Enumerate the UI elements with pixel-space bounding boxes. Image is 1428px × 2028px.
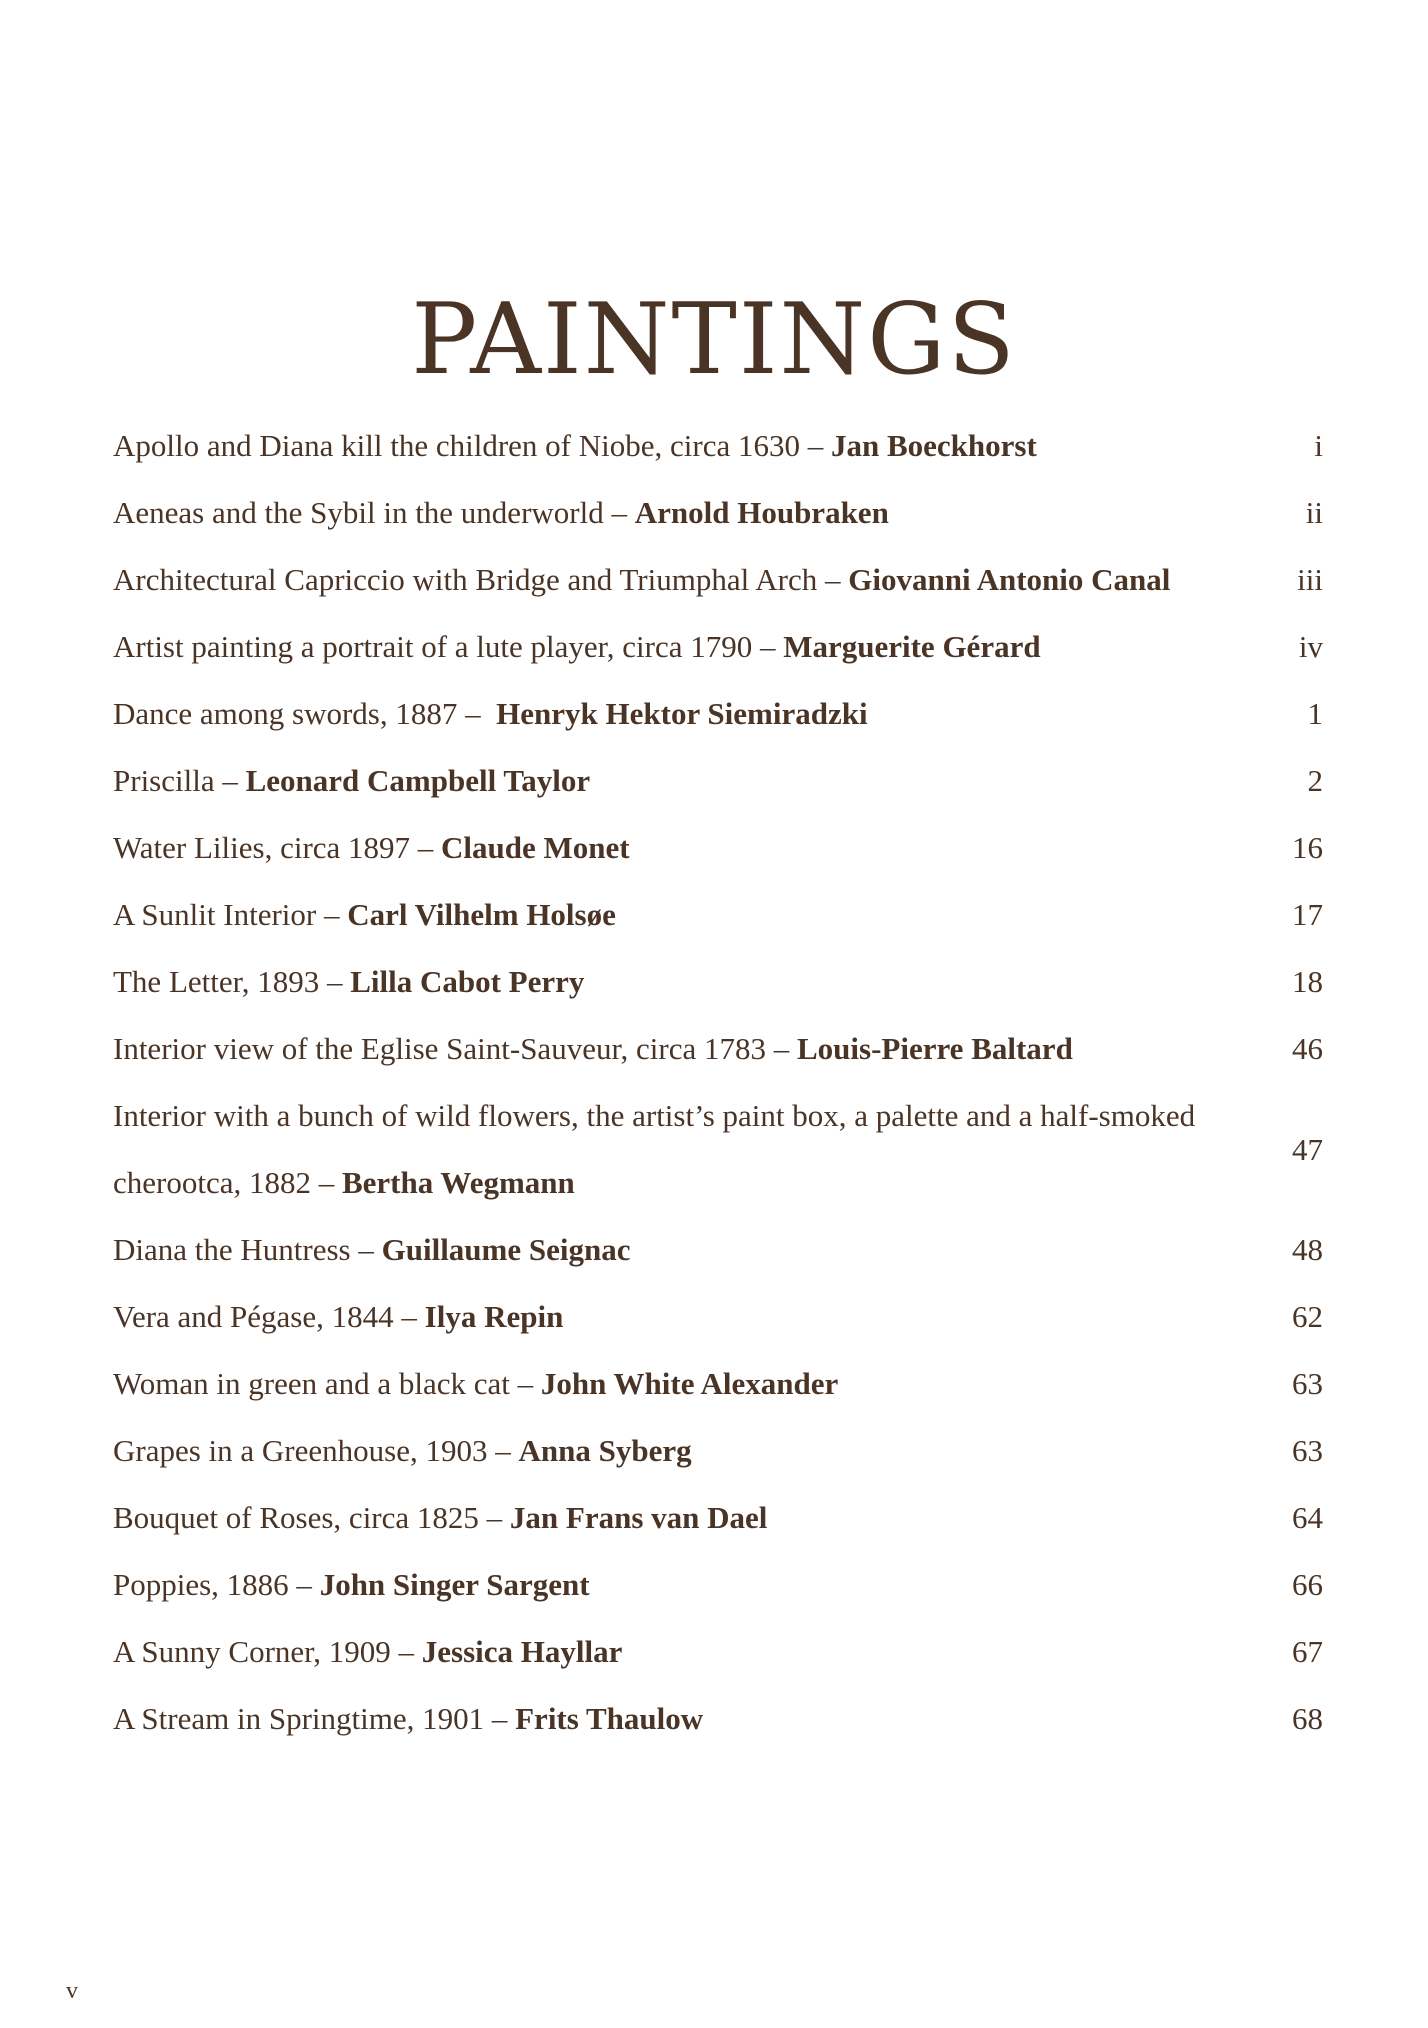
toc-entry[interactable] (113, 412, 1323, 479)
toc-entry-text (113, 948, 1253, 1015)
toc-entry-text (113, 1283, 1253, 1350)
page-number: i (1314, 428, 1323, 463)
artist-name: Lilla Cabot Perry (350, 964, 585, 999)
toc-entry-text (113, 1551, 1253, 1618)
toc-entry-text (113, 680, 1253, 747)
page-number: 63 (1292, 1366, 1323, 1401)
page-number: 67 (1292, 1634, 1323, 1669)
toc-entry[interactable] (113, 1685, 1323, 1752)
toc-entry-text (113, 1484, 1253, 1551)
page-number: 17 (1292, 897, 1323, 932)
painting-title: Vera and Pégase, 1844 – (113, 1299, 425, 1334)
artist-name: Arnold Houbraken (634, 495, 889, 530)
painting-title: Water Lilies, circa 1897 – (113, 830, 442, 865)
painting-title: Aeneas and the Sybil in the underworld – (113, 495, 635, 530)
toc-entry-text (113, 1350, 1253, 1417)
artist-name: Henryk Hektor Siemiradzki (496, 696, 868, 731)
toc-entry-text (113, 546, 1253, 613)
page-number: 63 (1292, 1433, 1323, 1468)
toc-entry[interactable] (113, 1283, 1323, 1350)
painting-title: Architectural Capriccio with Bridge and Triumphal Arch – (113, 562, 849, 597)
artist-name: Claude Monet (441, 830, 630, 865)
painting-title: Dance among swords, 1887 – (113, 696, 497, 731)
toc-entry[interactable] (113, 1350, 1323, 1417)
artist-name: Leonard Campbell Taylor (245, 763, 591, 798)
page-number: ii (1305, 495, 1323, 530)
artist-name: Guillaume Seignac (381, 1232, 631, 1267)
toc-entry-text (113, 1417, 1253, 1484)
page-number: 62 (1292, 1299, 1323, 1334)
page-title: PAINTINGS (411, 282, 1017, 397)
page-number: iii (1297, 562, 1323, 597)
page-number: 2 (1307, 763, 1323, 798)
painting-title: The Letter, 1893 – (113, 964, 351, 999)
artist-name: Frits Thaulow (515, 1701, 704, 1736)
painting-title: Grapes in a Greenhouse, 1903 – (113, 1433, 519, 1468)
artist-name: Jessica Hayllar (421, 1634, 623, 1669)
toc-entry-text (113, 412, 1253, 479)
page-number: 48 (1292, 1232, 1323, 1267)
toc-entry-text (113, 1685, 1253, 1752)
toc-entry-text (113, 814, 1253, 881)
artist-name: Jan Frans van Dael (509, 1500, 768, 1535)
toc-entry[interactable] (113, 881, 1323, 948)
toc-entry-text (113, 1216, 1253, 1283)
artist-name: Anna Syberg (518, 1433, 692, 1468)
page-number: 1 (1307, 696, 1323, 731)
toc-entry[interactable] (113, 1618, 1323, 1685)
toc-entry[interactable] (113, 814, 1323, 881)
toc-entry[interactable] (113, 1417, 1323, 1484)
painting-title: Interior with a bunch of wild flowers, the artist’s paint box, a palette and a half-smoked cherootca, 1882 – (113, 1098, 1196, 1200)
table-of-contents (113, 412, 1323, 1752)
toc-entry[interactable] (113, 680, 1323, 747)
page-number: 47 (1292, 1131, 1323, 1167)
toc-entry[interactable] (113, 948, 1323, 1015)
painting-title: Interior view of the Eglise Saint-Sauveur, circa 1783 – (113, 1031, 797, 1066)
toc-entry[interactable] (113, 613, 1323, 680)
toc-entry-text (113, 479, 1253, 546)
toc-entry-text (113, 1015, 1253, 1082)
page-number: 18 (1292, 964, 1323, 999)
toc-entry[interactable] (113, 479, 1323, 546)
artist-name: John White Alexander (540, 1366, 839, 1401)
toc-entry[interactable] (113, 546, 1323, 613)
toc-entry[interactable] (113, 747, 1323, 814)
page-number: iv (1298, 629, 1323, 664)
toc-entry[interactable] (113, 1216, 1323, 1283)
toc-entry[interactable] (113, 1015, 1323, 1082)
page-folio: v (66, 1978, 78, 2004)
page-number: 46 (1292, 1031, 1323, 1066)
artist-name: Ilya Repin (424, 1299, 564, 1334)
toc-entry-text (113, 1618, 1253, 1685)
painting-title: Artist painting a portrait of a lute player, circa 1790 – (113, 629, 784, 664)
artist-name: Jan Boeckhorst (830, 428, 1037, 463)
artist-name: Marguerite Gérard (783, 629, 1041, 664)
painting-title: Apollo and Diana kill the children of Niobe, circa 1630 – (113, 428, 831, 463)
page-number: 66 (1292, 1567, 1323, 1602)
artist-name: Giovanni Antonio Canal (848, 562, 1171, 597)
artist-name: John Singer Sargent (319, 1567, 590, 1602)
painting-title: A Sunny Corner, 1909 – (113, 1634, 422, 1669)
page-number: 64 (1292, 1500, 1323, 1535)
artist-name: Bertha Wegmann (341, 1165, 575, 1200)
toc-entry-text (113, 747, 1253, 814)
painting-title: Woman in green and a black cat – (113, 1366, 541, 1401)
artist-name: Carl Vilhelm Holsøe (347, 897, 616, 932)
toc-entry-text (113, 881, 1253, 948)
page-number: 16 (1292, 830, 1323, 865)
toc-entry-text (113, 1082, 1253, 1216)
painting-title: A Sunlit Interior – (113, 897, 348, 932)
toc-entry[interactable] (113, 1484, 1323, 1551)
painting-title: Bouquet of Roses, circa 1825 – (113, 1500, 510, 1535)
painting-title: Poppies, 1886 – (113, 1567, 320, 1602)
toc-entry[interactable] (113, 1551, 1323, 1618)
painting-title: Priscilla – (113, 763, 246, 798)
painting-title: Diana the Huntress – (113, 1232, 382, 1267)
page-number: 68 (1292, 1701, 1323, 1736)
artist-name: Louis-Pierre Baltard (797, 1031, 1073, 1066)
toc-entry[interactable] (113, 1082, 1323, 1216)
painting-title: A Stream in Springtime, 1901 – (113, 1701, 516, 1736)
toc-entry-text (113, 613, 1253, 680)
